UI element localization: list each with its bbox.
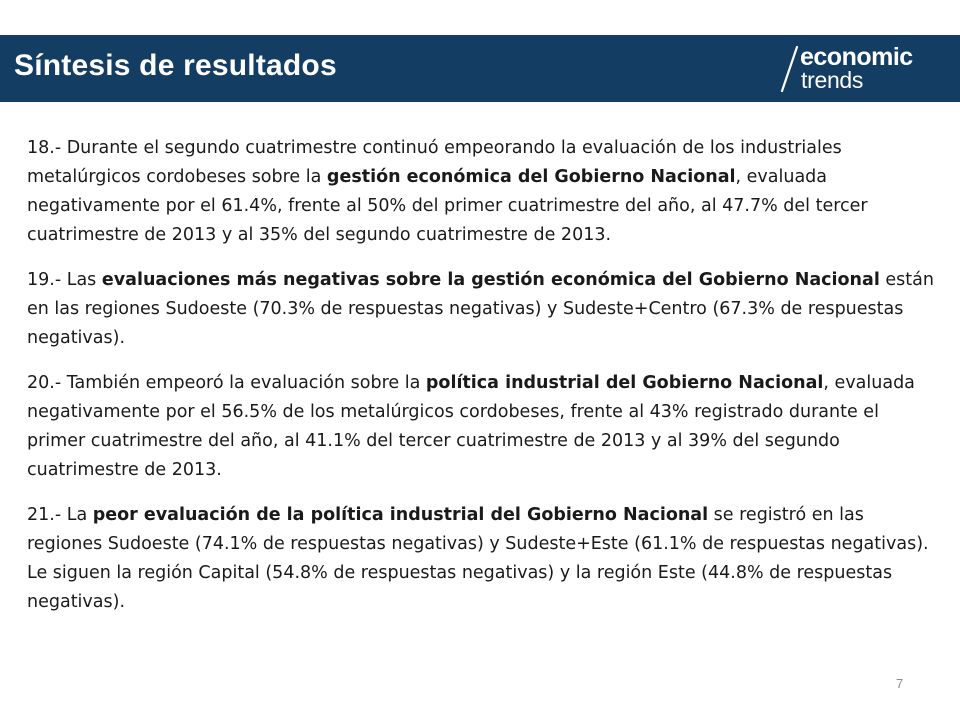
paragraph-highlight: peor evaluación de la política industrial del Gobierno Nacional <box>92 505 709 525</box>
header-bar <box>0 35 960 102</box>
paragraph-text: , evaluada negativamente por el 61.4%, frente al 50% del primer cuatrimestre del año, al 47.7% del tercer cuatrimestre de 2013 y al 35% del segundo cuatrimestre de 2013. <box>27 167 868 245</box>
paragraph-text: 19.- Las <box>27 270 102 290</box>
logo-slash-icon <box>778 45 800 93</box>
paragraph-text: están en las regiones Sudoeste (70.3% de respuestas negativas) y Sudeste+Centro (67.3% de respuestas negativas). <box>27 270 934 348</box>
paragraph-19 <box>27 266 942 353</box>
paragraph-20 <box>27 369 942 485</box>
paragraph-text: , evaluada negativamente por el 56.5% de los metalúrgicos cordobeses, frente al 43% registrado durante el primer cuatrimestre del año, al 41.1% del tercer cuatrimestre de 2013 y al 39% del segundo cuatrimestre de 2013. <box>27 373 915 480</box>
paragraph-text: se registró en las regiones Sudoeste (74.1% de respuestas negativas) y Sudeste+Este (61.1% de respuestas negativas). Le siguen la región Capital (54.8% de respuestas negativas) y la región Este (44.8% de respuestas negativas). <box>27 505 929 612</box>
paragraph-highlight: evaluaciones más negativas sobre la gestión económica del Gobierno Nacional <box>101 270 880 290</box>
paragraph-text: 20.- También empeoró la evaluación sobre la <box>27 373 426 393</box>
paragraph-highlight: gestión económica del Gobierno Nacional <box>326 167 736 187</box>
logo-word-top: economic <box>800 43 913 71</box>
logo-word-bottom: trends <box>801 67 864 93</box>
slide-title: Síntesis de resultados <box>14 49 337 82</box>
economic-trends-logo <box>774 43 944 95</box>
results-summary <box>27 134 942 617</box>
paragraph-21 <box>27 501 942 617</box>
paragraph-text: 21.- La <box>27 505 93 525</box>
page-number: 7 <box>896 676 904 691</box>
paragraph-text: 18.- Durante el segundo cuatrimestre continuó empeorando la evaluación de los industriales metalúrgicos cordobeses sobre la <box>27 138 842 187</box>
paragraph-18 <box>27 134 942 250</box>
paragraph-highlight: política industrial del Gobierno Nacional <box>425 373 824 393</box>
